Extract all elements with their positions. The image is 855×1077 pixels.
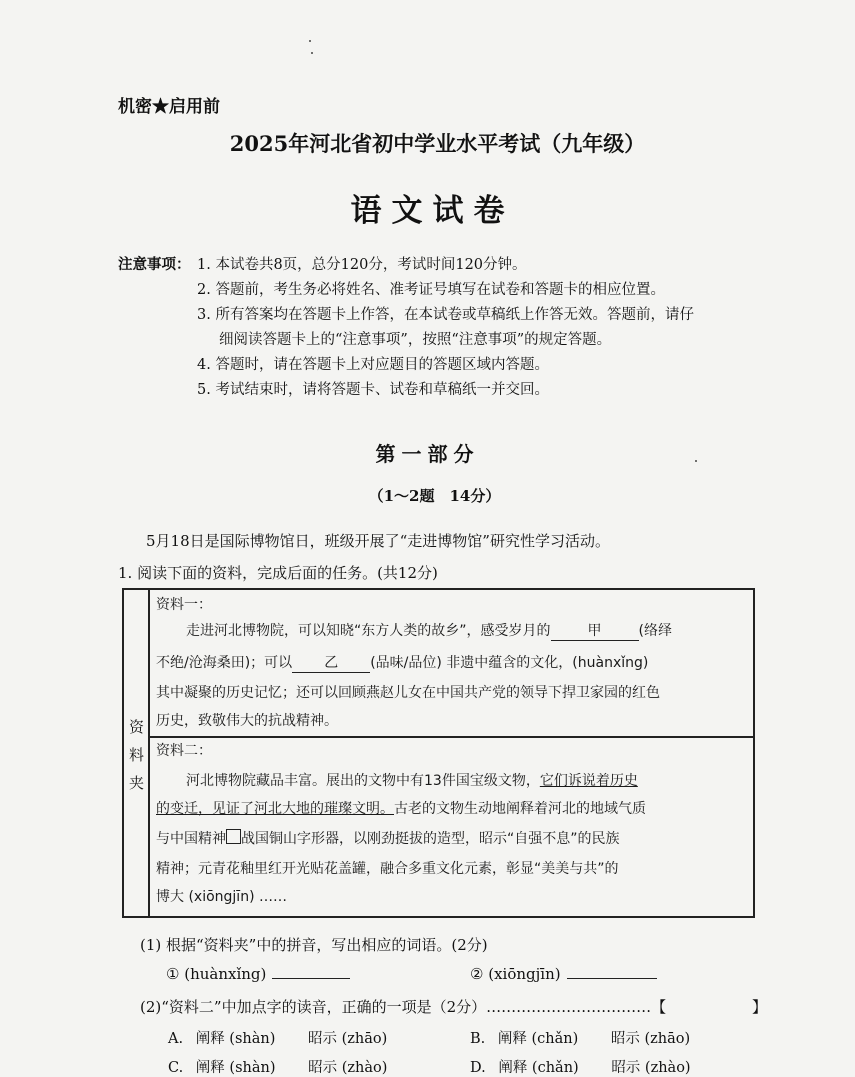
- material1-line: 历史，致敬伟大的抗战精神。: [156, 713, 338, 729]
- note-item: 4. 答题时，请在答题卡上对应题目的答题区域内答题。: [197, 357, 549, 373]
- notes-label: 注意事项：: [118, 256, 191, 273]
- choice-d[interactable]: D. 阐释 (chǎn) 昭示 (zhào): [470, 1060, 691, 1076]
- answer-blank[interactable]: [567, 978, 657, 979]
- answer-bracket-close: 】: [752, 998, 768, 1016]
- subquestion-2: (2)“资料二”中加点字的读音，正确的一项是（2分）……………………………【: [140, 998, 667, 1016]
- note-item: 1. 本试卷共8页，总分120分，考试时间120分钟。: [197, 257, 527, 273]
- subquestion-1-b: ② (xiōngjīn): [470, 965, 657, 983]
- folder-side-label: 资 料 夹: [124, 590, 150, 916]
- folder-divider: [150, 736, 753, 738]
- blank-a: 甲: [551, 620, 639, 641]
- choice-b[interactable]: B. 阐释 (chǎn) 昭示 (zhāo): [470, 1031, 691, 1047]
- subquestion-1: (1) 根据“资料夹”中的拼音，写出相应的词语。(2分): [140, 936, 488, 954]
- activity-intro: 5月18日是国际博物馆日，班级开展了“走进博物馆”研究性学习活动。: [146, 532, 610, 550]
- material1-line: 不绝/沧海桑田)；可以 乙 (品味/品位) 非遗中蕴含的文化，(huànxǐng): [156, 652, 648, 673]
- confidential-mark: 机密★启用前: [118, 97, 220, 117]
- material2-line: 河北博物院藏品丰富。展出的文物中有13件国宝级文物，它们诉说着历史: [186, 773, 638, 789]
- material2-line: 博大 (xiōngjīn) ……: [156, 889, 287, 905]
- underlined-text: 的变迁，见证了河北大地的璀璨文明。: [156, 801, 394, 817]
- material2-line: 精神；元青花釉里红开光贴花盖罐，融合多重文化元素，彰显“美美与共”的: [156, 861, 619, 877]
- material2-line: 的变迁，见证了河北大地的璀璨文明。古老的文物生动地阐释着河北的地域气质: [156, 801, 646, 817]
- answer-blank[interactable]: [272, 978, 350, 979]
- exam-title: 2025年河北省初中学业水平考试（九年级）: [229, 131, 646, 156]
- note-item: 2. 答题前，考生务必将姓名、准考证号填写在试卷和答题卡的相应位置。: [197, 282, 665, 298]
- choice-c[interactable]: C. 阐释 (shàn) 昭示 (zhào): [168, 1060, 388, 1076]
- part-title: 第一部分: [375, 442, 480, 466]
- material2-heading: 资料二：: [156, 743, 212, 759]
- part-subtitle: （1～2题 14分）: [368, 487, 501, 505]
- material1-line: 走进河北博物院，可以知晓“东方人类的故乡”，感受岁月的 甲 (络绎: [186, 620, 672, 641]
- punctuation-box-icon: [226, 829, 241, 844]
- choice-a[interactable]: A. 阐释 (shàn) 昭示 (zhāo): [168, 1031, 388, 1047]
- scan-dot: [311, 52, 313, 54]
- material1-heading: 资料一：: [156, 597, 212, 613]
- note-item: 5. 考试结束时，请将答题卡、试卷和草稿纸一并交回。: [197, 382, 549, 398]
- underlined-text: 它们诉说着历史: [539, 773, 638, 789]
- material1-line: 其中凝聚的历史记忆；还可以回顾燕赵儿女在中国共产党的领导下捍卫家园的红色: [156, 685, 660, 701]
- material-folder: [122, 588, 755, 918]
- material2-line: 与中国精神 战国铜山字形器，以刚劲挺拔的造型，昭示“自强不息”的民族: [156, 831, 620, 847]
- note-item: 细阅读答题卡上的“注意事项”，按照“注意事项”的规定答题。: [219, 332, 612, 348]
- subject-title: 语文试卷: [350, 193, 515, 229]
- note-item: 3. 所有答案均在答题卡上作答，在本试卷或草稿纸上作答无效。答题前，请仔: [197, 307, 694, 323]
- question-1: 1. 阅读下面的资料，完成后面的任务。(共12分): [118, 564, 438, 582]
- scan-dot: [309, 40, 311, 42]
- subquestion-1-a: ① (huànxǐng): [166, 965, 350, 983]
- blank-b: 乙: [292, 652, 370, 673]
